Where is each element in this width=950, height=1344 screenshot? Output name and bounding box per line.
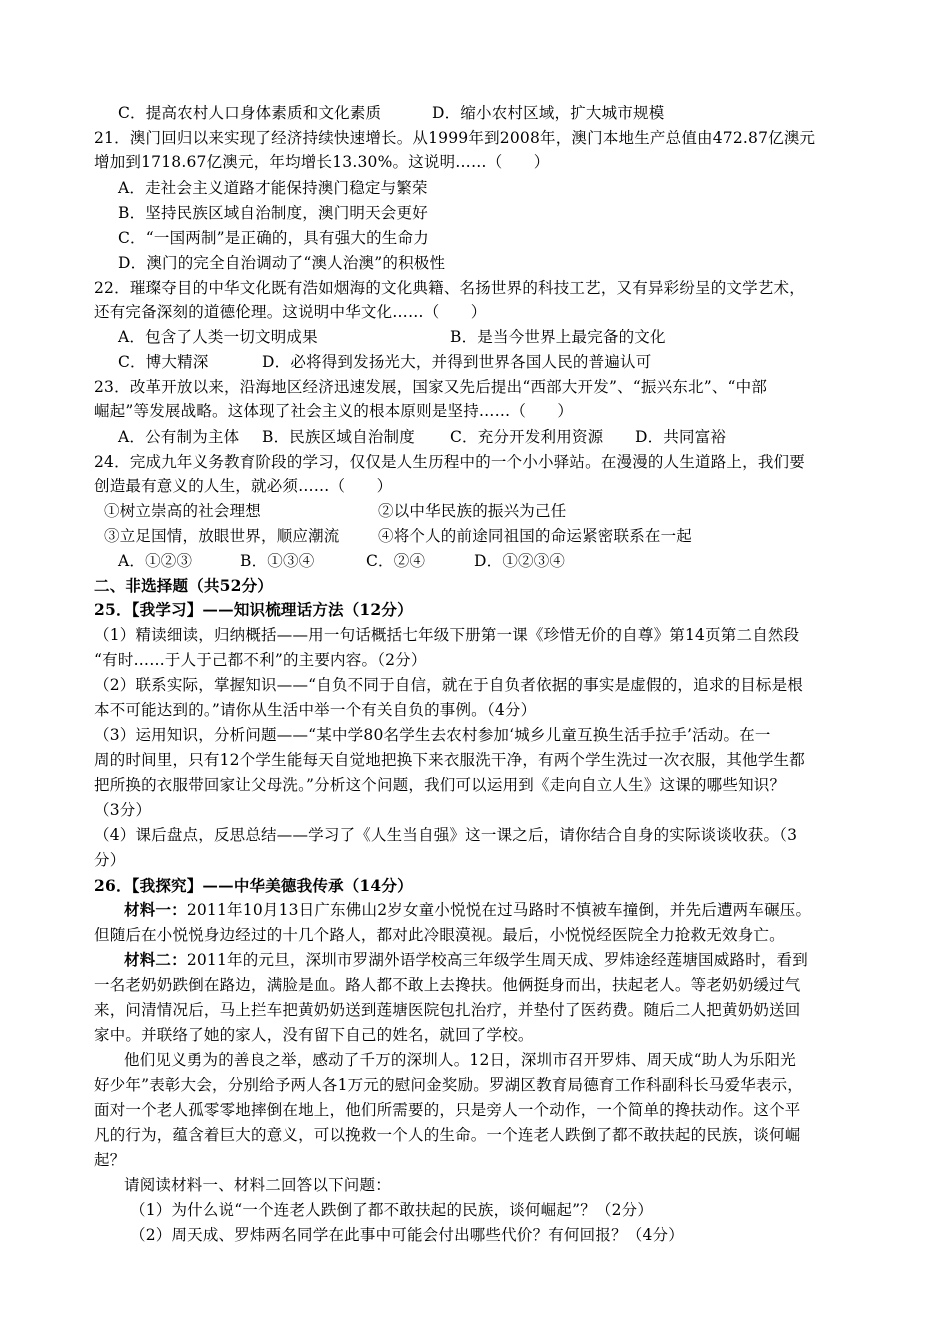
q25-part3-line-2: 周的时间里，只有12个学生能每天自觉地把换下来衣服洗干净，有两个学生洗过一次衣服，其他学生都 xyxy=(94,751,805,769)
q24-option-d: D．①②③④ xyxy=(474,552,566,570)
q24-option-b: B．①③④ xyxy=(240,552,315,570)
material-1-label: 材料一： xyxy=(124,900,187,919)
q26-prompt: 请阅读材料一、材料二回答以下问题： xyxy=(124,1176,391,1194)
q24-stem-line-2: 创造最有意义的人生，就必须……（ ） xyxy=(94,477,393,495)
q25-part3-line-1: （3）运用知识，分析问题——“某中学80名学生去农村参加‘城乡儿童互换生活手拉手’活动。在一 xyxy=(94,726,771,744)
q21-option-d: D．澳门的完全自治调动了“澳人治澳”的积极性 xyxy=(118,254,446,272)
q26-material2-line-3: 来，问清情况后，马上拦车把黄奶奶送到莲塘医院包扎治疗，并垫付了医药费。随后二人把黄奶奶送回 xyxy=(94,1001,801,1019)
q25-part2-line-1: （2）联系实际，掌握知识——“自负不同于自信，就在于自负者依据的事实是虚假的，追求的目标是根 xyxy=(94,676,803,694)
q23-stem-line-1: 23．改革开放以来，沿海地区经济迅速发展，国家又先后提出“西部大开发”、“振兴东北”、“中部 xyxy=(94,378,768,396)
q26-material1-line-2: 但随后在小悦悦身边经过的十几个路人，都对此冷眼漠视。最后，小悦悦经医院全力抢救无效身亡。 xyxy=(94,926,785,944)
q25-part4-line-2: 分） xyxy=(94,851,126,869)
q24-option-a: A．①②③ xyxy=(118,552,193,570)
material-2-label: 材料二： xyxy=(124,950,187,969)
q21-option-c: C．“一国两制”是正确的，具有强大的生命力 xyxy=(118,229,429,247)
q26-material3-line-1: 他们见义勇为的善良之举，感动了千万的深圳人。12日，深圳市召开罗炜、周天成“助人为乐阳光 xyxy=(124,1051,796,1069)
section-2-heading: 二、非选择题（共52分） xyxy=(94,576,273,595)
q24-item-1: ①树立崇高的社会理想 xyxy=(104,502,262,520)
q25-part1-line-1: （1）精读细读，归纳概括——用一句话概括七年级下册第一课《珍惜无价的自尊》第14页第二自然段 xyxy=(94,626,800,644)
q23-option-a: A．公有制为主体 xyxy=(118,428,240,446)
q21-option-a: A．走社会主义道路才能保持澳门稳定与繁荣 xyxy=(118,179,428,197)
q23-option-d: D．共同富裕 xyxy=(635,428,727,446)
q24-item-3: ③立足国情，放眼世界，顺应潮流 xyxy=(104,527,340,545)
q26-material2-line-1 xyxy=(124,950,808,970)
q23-stem-line-2: 崛起”等发展战略。这体现了社会主义的根本原则是坚持……（ ） xyxy=(94,402,574,420)
q26-material3-line-2: 好少年”表彰大会，分别给予两人各1万元的慰问金奖励。罗湖区教育局德育工作科副科长马爱华表示， xyxy=(94,1076,803,1094)
q24-item-2: ②以中华民族的振兴为己任 xyxy=(378,502,567,520)
q26-sub-question-1: （1）为什么说“一个连老人跌倒了都不敢扶起的民族，谈何崛起”？（2分） xyxy=(130,1201,654,1219)
q26-material3-line-4: 凡的行为，蕴含着巨大的意义，可以挽救一个人的生命。一个连老人跌倒了都不敢扶起的民族，谈何崛 xyxy=(94,1126,801,1144)
q21-stem-line-1: 21．澳门回归以来实现了经济持续快速增长。从1999年到2008年，澳门本地生产总值由472.87亿澳元 xyxy=(94,129,816,147)
q26-material2-line-2: 一名老奶奶跌倒在路边，满脸是血。路人都不敢上去搀扶。他俩挺身而出，扶起老人。等老奶奶缓过气 xyxy=(94,976,801,994)
q24-stem-line-1: 24．完成九年义务教育阶段的学习，仅仅是人生历程中的一个小小驿站。在漫漫的人生道路上，我们要 xyxy=(94,453,805,471)
q21-option-b: B．坚持民族区域自治制度，澳门明天会更好 xyxy=(118,204,428,222)
q22-option-b: B．是当今世界上最完备的文化 xyxy=(450,328,666,346)
q26-sub-question-2: （2）周天成、罗炜两名同学在此事中可能会付出哪些代价？有何回报？（4分） xyxy=(130,1226,684,1244)
q25-part1-line-2: “有时……于人于己都不利”的主要内容。（2分） xyxy=(94,651,427,669)
q26-material3-line-5: 起？ xyxy=(94,1151,126,1169)
material-2-text: 2011年的元旦，深圳市罗湖外语学校高三年级学生周天成、罗炜途经莲塘国威路时，看到 xyxy=(186,951,808,969)
q25-part3-line-3: 把所换的衣服带回家让父母洗。”分析这个问题，我们可以运用到《走向自立人生》这课的哪些知识？ xyxy=(94,776,786,794)
q25-title: 25．【我学习】——知识梳理话方法（12分） xyxy=(94,600,413,619)
q21-stem-line-2: 增加到1718.67亿澳元，年均增长13.30%。这说明……（ ） xyxy=(94,153,550,171)
q25-part2-line-2: 本不可能达到的。”请你从生活中举一个有关自负的事例。（4分） xyxy=(94,701,537,719)
q23-option-b: B．民族区域自治制度 xyxy=(262,428,415,446)
q24-option-c: C．②④ xyxy=(366,552,426,570)
q25-part3-line-4: （3分） xyxy=(94,801,152,819)
q22-option-a: A．包含了人类一切文明成果 xyxy=(118,328,318,346)
q22-stem-line-2: 还有完备深刻的道德伦理。这说明中华文化……（ ） xyxy=(94,303,487,321)
q23-option-c: C．充分开发利用资源 xyxy=(450,428,604,446)
q26-title: 26．【我探究】——中华美德我传承（14分） xyxy=(94,876,413,895)
q24-item-4: ④将个人的前途同祖国的命运紧密联系在一起 xyxy=(378,527,693,545)
q22-option-d: D．必将得到发扬光大，并得到世界各国人民的普遍认可 xyxy=(262,353,652,371)
q26-material2-line-4: 家中。并联络了她的家人，没有留下自己的姓名，就回了学校。 xyxy=(94,1026,534,1044)
q20-option-d: D．缩小农村区域，扩大城市规模 xyxy=(432,104,665,122)
q25-part4-line-1: （4）课后盘点，反思总结——学习了《人生当自强》这一课之后，请你结合自身的实际谈谈收获。（3 xyxy=(94,826,798,844)
q22-stem-line-1: 22．璀璨夺目的中华文化既有浩如烟海的文化典籍、名扬世界的科技工艺，又有异彩纷呈的文学艺术， xyxy=(94,279,805,297)
q20-option-c: C．提高农村人口身体素质和文化素质 xyxy=(118,104,382,122)
material-1-text: 2011年10月13日广东佛山2岁女童小悦悦在过马路时不慎被车撞倒，并先后遭两车碾压。 xyxy=(186,901,812,919)
q22-option-c: C．博大精深 xyxy=(118,353,209,371)
q26-material3-line-3: 面对一个老人孤零零地摔倒在地上，他们所需要的，只是旁人一个动作，一个简单的搀扶动作。这个平 xyxy=(94,1101,801,1119)
q26-material1-line-1 xyxy=(124,900,811,920)
